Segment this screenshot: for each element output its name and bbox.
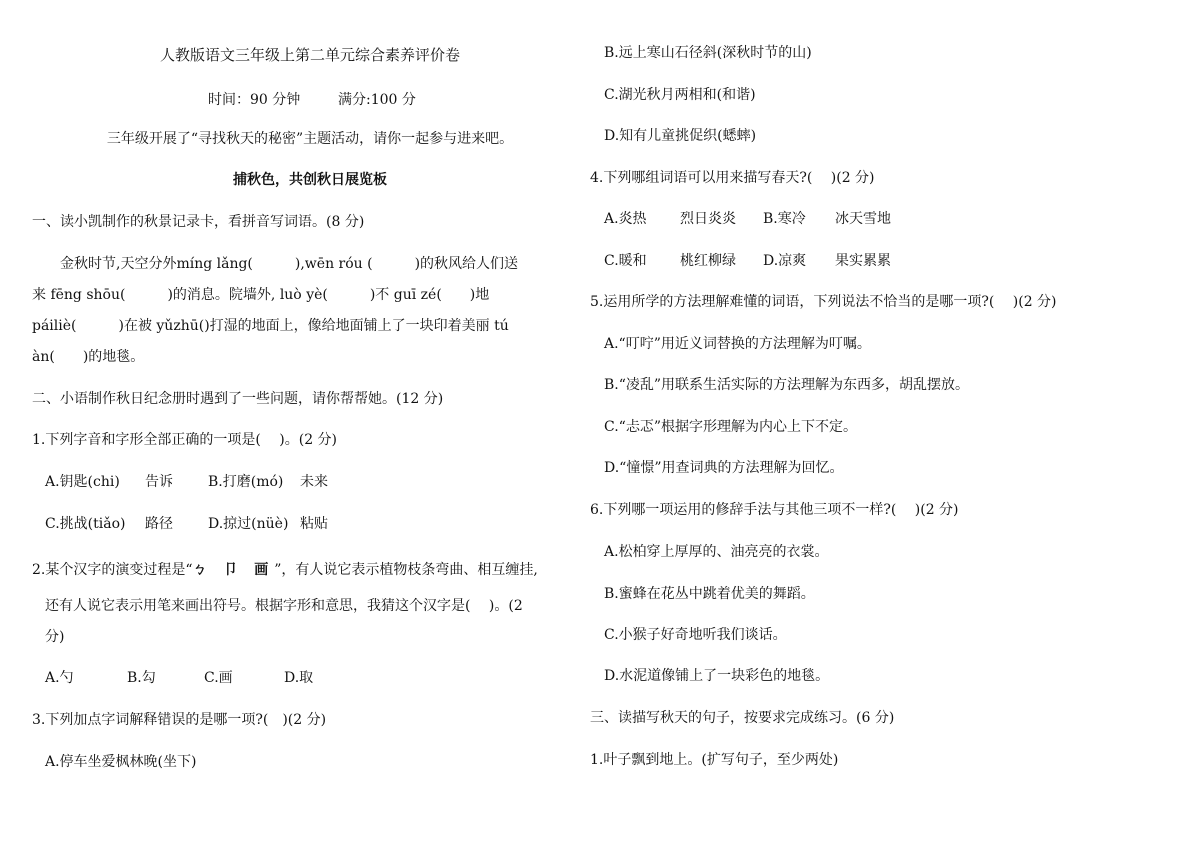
part1-passage-line-2: 来 fēng shōu( )的消息。院墙外, luò yè( )不 guī zé( )地: [32, 287, 490, 303]
section-title: 捕秋色，共创秋日展览板: [233, 172, 387, 188]
question-1-option-b: B.打磨(mó): [208, 474, 284, 490]
question-4-option-d: D.凉爽: [763, 253, 807, 269]
question-6-stem: 6.下列哪一项运用的修辞手法与其他三项不一样?( )(2 分): [590, 502, 959, 518]
question-5-stem: 5.运用所学的方法理解难懂的词语，下列说法不恰当的是哪一项?( )(2 分): [590, 294, 1057, 310]
part1-passage-line-4: àn( )的地毯。: [32, 349, 145, 365]
question-6-option-c: C.小猴子好奇地听我们谈话。: [604, 627, 787, 643]
part1-passage-line-3: páiliè( )在被 yǔzhū()打湿的地面上，像给地面铺上了一块印着美丽 tú: [32, 318, 509, 334]
question-2-stem-line-3: 分): [45, 629, 65, 645]
question-1-option-c: C.挑战(tiǎo): [45, 516, 126, 532]
question-5-option-a: A.“叮咛”用近义词替换的方法理解为叮嘱。: [604, 336, 871, 352]
question-4-stem: 4.下列哪组词语可以用来描写春天?( )(2 分): [590, 170, 875, 186]
part2-heading: 二、小语制作秋日纪念册时遇到了一些问题，请你帮帮她。(12 分): [32, 391, 444, 407]
question-3-stem: 3.下列加点字词解释错误的是哪一项?( )(2 分): [32, 712, 327, 728]
question-2-option-c: C.画: [204, 670, 233, 686]
question-4-option-a-word: 烈日炎炎: [680, 211, 736, 227]
character-evolution-glyphs: ㄅ 卩 画: [192, 562, 275, 578]
question-6-option-d: D.水泥道像铺上了一块彩色的地毯。: [604, 668, 830, 684]
question-1-option-d-word: 粘贴: [300, 516, 328, 532]
question-2-stem-part-b: ”，有人说它表示植物枝条弯曲、相互缠挂,: [274, 562, 538, 578]
question-1-option-b-word: 未来: [300, 474, 328, 490]
exam-score: 满分:100 分: [338, 92, 416, 108]
question-2-option-a: A.勺: [45, 670, 74, 686]
question-3-option-c: C.湖光秋月两相和(和谐): [604, 87, 756, 103]
question-1-option-d: D.掠过(nüè): [208, 516, 289, 532]
question-5-option-b: B.“凌乱”用联系生活实际的方法理解为东西多，胡乱摆放。: [604, 377, 970, 393]
question-3-option-a: A.停车坐爱枫林晚(坐下): [45, 754, 197, 770]
part1-heading: 一、读小凯制作的秋景记录卡，看拼音写词语。(8 分): [32, 214, 365, 230]
question-2-option-b: B.勾: [127, 670, 156, 686]
question-5-option-d: D.“憧憬”用查词典的方法理解为回忆。: [604, 460, 844, 476]
question-1-option-a: A.钥匙(chi): [45, 474, 120, 490]
question-4-option-c-word: 桃红柳绿: [680, 253, 736, 269]
part3-heading: 三、读描写秋天的句子，按要求完成练习。(6 分): [590, 710, 895, 726]
question-2-stem-line-2: 还有人说它表示用笔来画出符号。根据字形和意思，我猜这个汉字是( )。(2: [45, 598, 523, 614]
question-3-option-d: D.知有儿童挑促织(蟋蟀): [604, 128, 757, 144]
question-4-option-c: C.暖和: [604, 253, 647, 269]
question-1-stem: 1.下列字音和字形全部正确的一项是( )。(2 分): [32, 432, 338, 448]
question-4-option-b: B.寒冷: [763, 211, 806, 227]
question-4-option-d-word: 果实累累: [835, 253, 891, 269]
question-1-option-a-word: 告诉: [145, 474, 173, 490]
part1-passage-line-1: 金秋时节,天空分外míng lǎng( ),wēn róu ( )的秋风给人们送: [60, 256, 519, 272]
question-5-option-c: C.“忐忑”根据字形理解为内心上下不定。: [604, 419, 857, 435]
question-4-option-b-word: 冰天雪地: [835, 211, 891, 227]
question-4-option-a: A.炎热: [604, 211, 647, 227]
question-3-option-b: B.远上寒山石径斜(深秋时节的山): [604, 45, 812, 61]
part3-question-1: 1.叶子飘到地上。(扩写句子，至少两处): [590, 752, 839, 768]
question-1-option-c-word: 路径: [145, 516, 173, 532]
question-2-stem-part-a: 2.某个汉字的演变过程是“: [32, 562, 193, 578]
page-title: 人教版语文三年级上第二单元综合素养评价卷: [159, 46, 460, 64]
exam-time: 时间：90 分钟: [208, 92, 301, 108]
question-2-option-d: D.取: [284, 670, 314, 686]
question-2-stem-line-1: [32, 560, 538, 580]
activity-intro: 三年级开展了“寻找秋天的秘密”主题活动，请你一起参与进来吧。: [106, 131, 514, 147]
question-6-option-b: B.蜜蜂在花丛中跳着优美的舞蹈。: [604, 586, 815, 602]
question-6-option-a: A.松柏穿上厚厚的、油亮亮的衣裳。: [604, 544, 829, 560]
